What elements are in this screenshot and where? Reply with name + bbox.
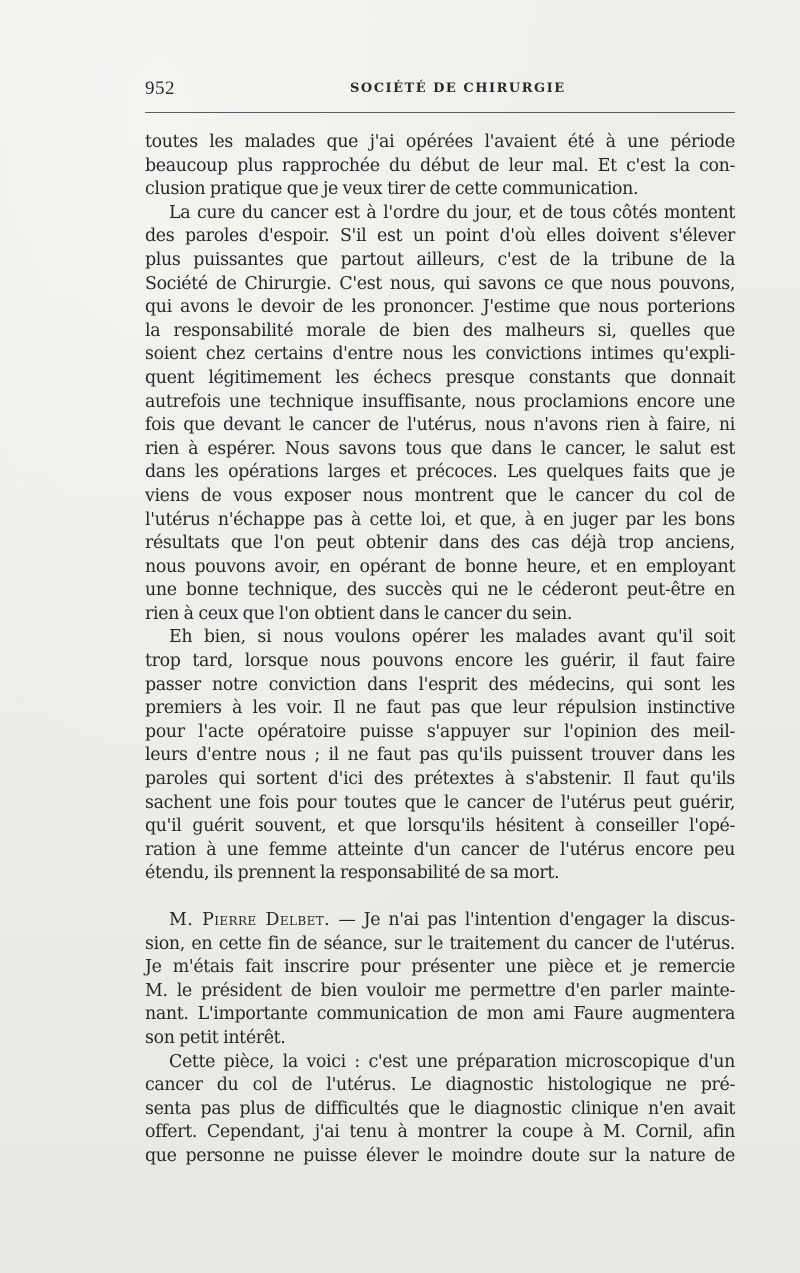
speaker-line	[145, 909, 735, 933]
running-title: SOCIÉTÉ DE CHIRURGIE	[350, 81, 566, 96]
text-line: soient chez certains d'entre nous les convictions intimes qu'expli-	[145, 344, 735, 365]
text-line: paroles qui sortent d'ici des prétextes à s'abstenir. Il faut qu'ils	[145, 769, 735, 790]
text-line: senta pas plus de difficultés que le diagnostic clinique n'en avait	[145, 1098, 735, 1119]
speaker-name: M. Pierre Delbet.	[169, 910, 331, 930]
text-line: ration à une femme atteinte d'un cancer de l'utérus encore peu	[145, 839, 735, 860]
text-line: dans les opérations larges et précoces. Les quelques faits que je	[145, 462, 735, 483]
page-header	[145, 78, 735, 104]
text-line: clusion pratique que je veux tirer de cette communication.	[145, 179, 639, 200]
text-line: La cure du cancer est à l'ordre du jour, et de tous côtés montent	[169, 202, 735, 223]
text-line: plus puissantes que partout ailleurs, c'est de la tribune de la	[145, 249, 735, 270]
text-line: résultats que l'on peut obtenir dans des cas déjà trop anciens,	[145, 533, 735, 554]
text-line: qu'il guérit souvent, et que lorsqu'ils hésitent à conseiller l'opé-	[145, 816, 735, 837]
text-line: viens de vous exposer nous montrent que le cancer du col de	[145, 485, 735, 506]
text-line: toutes les malades que j'ai opérées l'avaient été à une période	[145, 132, 735, 152]
text-line: Cette pièce, la voici : c'est une préparation microscopique d'un	[169, 1051, 735, 1072]
text-line: qui avons le devoir de les prononcer. J'estime que nous porterions	[145, 297, 735, 318]
text-line: premiers à les voir. Il ne faut pas que leur répulsion instinctive	[145, 698, 735, 719]
text-line: la responsabilité morale de bien des malheurs si, quelles que	[145, 320, 735, 341]
text-line: nant. L'importante communication de mon ami Faure augmentera	[145, 1004, 735, 1025]
text-line: passer notre conviction dans l'esprit des médecins, qui sont les	[145, 674, 735, 695]
text-line: sion, en cette fin de séance, sur le traitement du cancer de l'utérus.	[145, 933, 735, 954]
page-number: 952	[145, 78, 175, 99]
header-rule	[145, 112, 735, 113]
text-line: nous pouvons avoir, en opérant de bonne heure, et en employant	[145, 556, 735, 577]
text-line: autrefois une technique insuffisante, nous proclamions encore une	[145, 391, 735, 412]
text-line: pour l'acte opératoire puisse s'appuyer sur l'opinion des meil-	[145, 721, 735, 742]
text-line: leurs d'entre nous ; il ne faut pas qu'ils puissent trouver dans les	[145, 745, 735, 766]
text-line: M. le président de bien vouloir me permettre d'en parler mainte-	[145, 980, 735, 1001]
text-line: l'utérus n'échappe pas à cette loi, et que, à en juger par les bons	[145, 509, 735, 530]
text-line: sachent une fois pour toutes que le cancer de l'utérus peut guérir,	[145, 792, 735, 813]
text-line: offert. Cependant, j'ai tenu à montrer la coupe à M. Cornil, afin	[145, 1122, 735, 1143]
body-text	[145, 131, 735, 1169]
text-line: une bonne technique, des succès qui ne le céderont peut-être en	[145, 580, 735, 601]
text-line: son petit intérêt.	[145, 1027, 286, 1048]
text-line: Eh bien, si nous voulons opérer les malades avant qu'il soit	[169, 627, 735, 648]
text-line: trop tard, lorsque nous pouvons encore les guérir, il faut faire	[145, 651, 735, 672]
text-line: fois que devant le cancer de l'utérus, nous n'avons rien à faire, ni	[145, 415, 735, 436]
text-line: étendu, ils prennent la responsabilité de sa mort.	[145, 863, 560, 884]
text-line: Société de Chirurgie. C'est nous, qui savons ce que nous pouvons,	[145, 273, 735, 294]
text-line: cancer du col de l'utérus. Le diagnostic histologique ne pré-	[145, 1075, 735, 1096]
text-line: rien à espérer. Nous savons tous que dans le cancer, le salut est	[145, 438, 735, 459]
text-line: quent légitimement les échecs presque constants que donnait	[145, 367, 735, 388]
text-line: des paroles d'espoir. S'il est un point d'où elles doivent s'élever	[145, 226, 735, 247]
paragraph-gap	[145, 886, 735, 909]
text-line: beaucoup plus rapprochée du début de leur mal. Et c'est la con-	[145, 155, 735, 176]
text-line: que personne ne puisse élever le moindre doute sur la nature de	[145, 1145, 735, 1166]
speaker-line-text: — Je n'ai pas l'intention d'engager la discus-	[330, 910, 735, 930]
text-line: Je m'étais fait inscrire pour présenter une pièce et je remercie	[145, 957, 735, 978]
text-line: rien à ceux que l'on obtient dans le cancer du sein.	[145, 603, 573, 624]
